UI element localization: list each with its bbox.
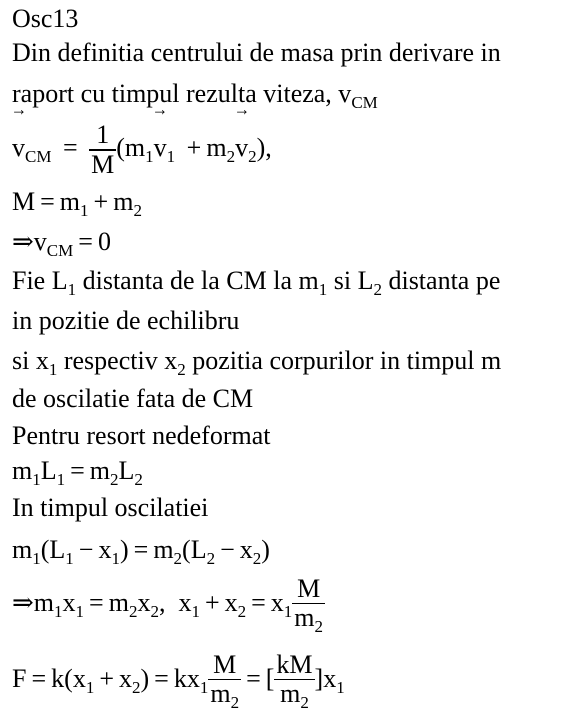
math-token: 2 [237, 602, 247, 621]
math-token: 2 [226, 147, 236, 166]
math-token: 1 [32, 470, 41, 489]
math-token: L [190, 535, 207, 564]
math-token: = [70, 456, 85, 485]
math-token: − [220, 535, 235, 564]
math-token: M [213, 649, 237, 679]
math-token: 1 [336, 678, 345, 697]
math-token: 2 [373, 280, 382, 299]
math-token: ) [119, 535, 129, 564]
math-token: 1 [80, 201, 89, 220]
math-token: 1 [48, 360, 58, 379]
math-token: = [133, 535, 149, 564]
fraction-m-over-m2 [292, 575, 325, 636]
math-token: pozitia corpurilor in timpul m [185, 346, 502, 375]
math-token: ( [182, 535, 191, 564]
math-token: m [12, 456, 33, 485]
math-token: m [210, 679, 231, 709]
math-token: si x [12, 346, 49, 375]
math-token: F [12, 664, 27, 693]
fraction-km-over-m2 [274, 651, 314, 709]
math-token: = [31, 664, 47, 693]
math-token: si L [327, 266, 374, 295]
math-token: M [12, 187, 36, 216]
math-token: ⇒ [12, 588, 34, 617]
math-token: x [137, 588, 151, 617]
math-token: + [93, 187, 109, 216]
math-token: L [118, 456, 135, 485]
math-token: x [224, 588, 238, 617]
math-token: 1 [191, 602, 200, 621]
math-token: x [118, 664, 132, 693]
math-token: 1 [32, 549, 41, 568]
math-token: 1 [283, 602, 293, 621]
math-token: 2 [206, 549, 216, 568]
math-token: kM [276, 649, 313, 679]
math-token: 1 [65, 549, 74, 568]
math-token: 1 [318, 280, 328, 299]
math-token: 0 [97, 227, 111, 256]
math-token: , [158, 588, 166, 617]
equation-velocity-cm [12, 118, 272, 179]
math-token: = [40, 187, 55, 216]
math-token: = [78, 227, 93, 256]
math-token: In timpul oscilatiei [12, 493, 209, 522]
math-token: 2 [177, 360, 186, 379]
math-token: 1 [85, 678, 95, 697]
math-token: x [62, 588, 76, 617]
math-token: = [154, 664, 169, 693]
paragraph-line [12, 421, 270, 451]
math-token: = [251, 588, 266, 617]
math-token: + [204, 588, 220, 617]
math-token: ] [314, 664, 324, 693]
math-token: 2 [252, 549, 262, 568]
math-token: 1 [75, 602, 85, 621]
math-token: ), [256, 133, 272, 162]
math-token: [ [265, 664, 275, 693]
math-token: ) [140, 664, 150, 693]
math-token: ( [40, 535, 50, 564]
math-token: v [33, 227, 47, 256]
equation-total-mass [12, 187, 142, 219]
math-token: kx [173, 664, 200, 693]
vector-v2 [235, 118, 248, 178]
math-token: = [62, 133, 78, 162]
paragraph-line [12, 266, 500, 298]
math-token: 2 [150, 602, 159, 621]
math-token: x [270, 588, 284, 617]
math-token: L [49, 535, 66, 564]
math-token: + [186, 133, 202, 162]
math-token: 1 [199, 678, 209, 697]
math-token: 1 [67, 280, 77, 299]
math-token: x [72, 664, 86, 693]
math-token: v [153, 133, 167, 162]
vector-v1 [154, 118, 167, 178]
math-token: CM [46, 241, 74, 260]
math-token: ⇒ [12, 227, 34, 256]
math-token: 1 [111, 549, 120, 568]
math-token: 1 [54, 602, 63, 621]
math-token: CM [25, 147, 52, 166]
paragraph-line [12, 493, 208, 523]
math-token: − [78, 535, 94, 564]
math-token: M [297, 573, 321, 603]
math-token: m [206, 133, 227, 162]
equation-oscillation [12, 535, 270, 567]
vector-v-cm [12, 118, 25, 178]
math-token: Pentru resort nedeformat [12, 421, 271, 450]
document-title [12, 4, 78, 34]
math-token: x [239, 535, 253, 564]
math-token: + [99, 664, 114, 693]
math-token: 1 [166, 147, 176, 166]
math-token: m [33, 588, 55, 617]
math-token: m [294, 603, 315, 633]
equation-equilibrium [12, 456, 143, 488]
math-token: x [323, 664, 337, 693]
math-token: ) [261, 535, 270, 564]
fraction-m-over-m2 [208, 651, 241, 709]
math-token: 2 [128, 602, 138, 621]
math-token: 2 [300, 693, 309, 709]
paragraph-line [12, 38, 501, 68]
math-token: 2 [173, 549, 183, 568]
math-token: CM [351, 93, 378, 112]
math-token: Osc13 [12, 4, 79, 33]
math-token: m [108, 588, 129, 617]
math-token: m [12, 535, 33, 564]
math-token: de oscilatie fata de CM [12, 384, 254, 413]
math-token: M [91, 149, 115, 179]
math-token: 2 [131, 678, 141, 697]
math-token: 2 [248, 147, 257, 166]
math-token: 1 [145, 147, 154, 166]
math-token: (m [116, 133, 146, 162]
math-token: ( [64, 664, 73, 693]
math-token: m [113, 187, 134, 216]
math-token: m [153, 535, 174, 564]
paragraph-line [12, 79, 378, 111]
math-token: m [280, 679, 301, 709]
math-token: m [89, 456, 111, 485]
paragraph-line [12, 346, 501, 378]
math-token: k [51, 664, 65, 693]
math-token: = [89, 588, 104, 617]
math-token: x [98, 535, 112, 564]
fraction-one-over-m [89, 121, 116, 179]
math-token: Fie L [12, 266, 68, 295]
math-token: in pozitie de echilibru [12, 306, 240, 335]
math-token: respectiv x [57, 346, 178, 375]
math-token: x [178, 588, 192, 617]
math-token: 2 [110, 470, 119, 489]
math-token: Din definitia centrului de masa prin derivare in [12, 38, 501, 67]
math-token: distanta pe [381, 266, 501, 295]
math-token: 2 [230, 693, 240, 709]
equation-vcm-zero [12, 227, 111, 259]
math-token: 2 [314, 617, 324, 637]
math-token: 1 [96, 120, 110, 150]
math-token: v [235, 133, 249, 162]
math-token: L [40, 456, 57, 485]
equation-force [12, 648, 345, 709]
math-token: raport cu timpul rezulta viteza, v [12, 79, 352, 108]
equation-displacement-relation [12, 572, 325, 635]
math-token: v [12, 133, 25, 162]
math-token: 2 [134, 470, 143, 489]
paragraph-line [12, 384, 253, 414]
math-token: distanta de la CM la m [76, 266, 319, 295]
math-token: = [246, 664, 261, 693]
paragraph-line [12, 306, 239, 336]
math-token: 1 [56, 470, 66, 489]
math-token: 2 [133, 201, 142, 220]
math-token: m [59, 187, 81, 216]
